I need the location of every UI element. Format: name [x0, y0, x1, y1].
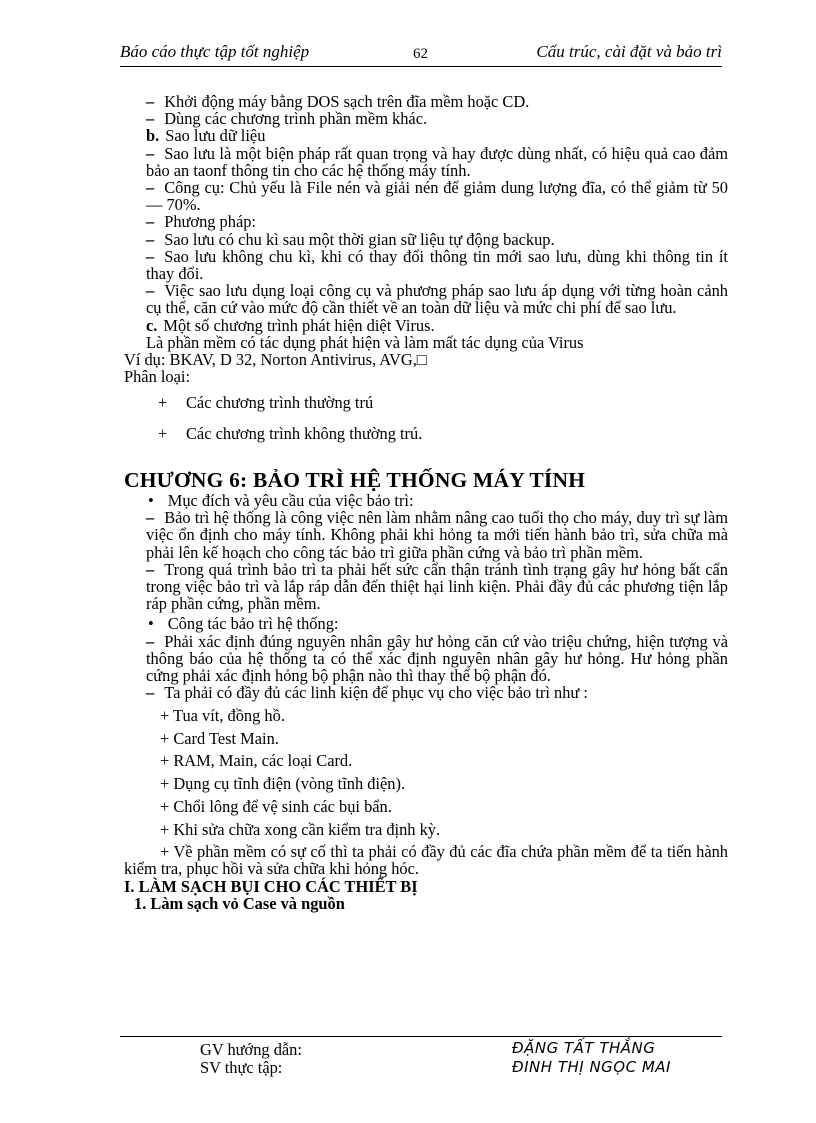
- header-rule: [120, 66, 722, 67]
- paragraph: – Bảo trì hệ thống là công việc nên làm nhằm nâng cao tuổi thọ cho máy, duy trì sự làm việc ổn định cho máy tính. Không phải khi hỏng ta mới tiến hành bảo trì, sửa chữa mà phải lên kế hoạch cho công tác bảo trì giữa phần cứng và bảo trì phần mềm.: [124, 509, 728, 561]
- header-right-title: Cấu trúc, cài đặt và bảo trì: [536, 42, 722, 61]
- tool-item: + Khi sửa chữa xong cần kiểm tra định kỳ.: [160, 819, 441, 839]
- list-item: [124, 394, 728, 411]
- subheading-title: Một số chương trình phát hiện diệt Virus.: [163, 315, 435, 335]
- advisor-label: GV hướng dẫn:: [200, 1040, 302, 1059]
- bullet-item: • Công tác bảo trì hệ thống:: [124, 615, 728, 632]
- paragraph: – Công cụ: Chủ yếu là File nén và giải nén để giảm dung lượng đĩa, có thể giảm từ 50 — 70%.: [124, 179, 728, 213]
- page-body: [124, 93, 728, 912]
- student-name: ĐINH THỊ NGỌC MAI: [512, 1058, 671, 1076]
- tool-item: + Tua vít, đồng hồ.: [160, 706, 285, 725]
- paragraph: Là phần mềm có tác dụng phát hiện và làm mất tác dụng của Virus: [146, 332, 584, 352]
- paragraph: – Ta phải có đầy đủ các linh kiện để phục vụ cho việc bảo trì như :: [124, 684, 728, 701]
- paragraph: – Việc sao lưu dụng loại công cụ và phương pháp sao lưu áp dụng với từng hoàn cảnh cụ thể, căn cứ vào mức độ cần thiết về an toàn dữ liệu và mức chi phí để sao lưu.: [124, 282, 728, 316]
- plus-symbol: +: [158, 423, 168, 443]
- section-heading: I. LÀM SẠCH BỤI CHO CÁC THIẾT BỊ: [124, 876, 418, 896]
- bullet-item: • Mục đích và yêu cầu của việc bảo trì:: [124, 492, 728, 509]
- subheading-title: Sao lưu dữ liệu: [165, 126, 266, 146]
- subsection-heading: 1. Làm sạch vỏ Case và nguồn: [134, 893, 345, 913]
- paragraph: – Sao lưu có chu kì sau một thời gian sữ liệu tự động backup.: [124, 231, 728, 248]
- paragraph: – Phương pháp:: [124, 213, 728, 230]
- plus-symbol: +: [158, 393, 168, 413]
- subheading-letter: c.: [146, 315, 158, 335]
- list-item-text: Các chương trình không thường trú.: [186, 423, 423, 443]
- tool-item: + Dụng cụ tĩnh điện (vòng tĩnh điện).: [160, 774, 406, 794]
- tool-item: + Card Test Main.: [160, 728, 279, 748]
- chapter-title: CHƯƠNG 6: BẢO TRÌ HỆ THỐNG MÁY TÍNH: [124, 467, 586, 492]
- tool-item: + Chổi lông để vệ sinh các bụi bẩn.: [160, 796, 392, 816]
- subheading-b: [124, 127, 728, 144]
- tool-item: + Về phần mềm có sự cố thì ta phải có đầy đủ các đĩa chứa phần mềm để ta tiến hành kiểm tra, phục hồi và sửa chữa khi hỏng hóc.: [124, 842, 728, 879]
- paragraph: – Sao lưu không chu kì, khi có thay đổi thông tin mới sao lưu, dùng khi thông tin ít thay đổi.: [124, 248, 728, 282]
- tool-item: + RAM, Main, các loại Card.: [160, 751, 353, 771]
- classification-label: Phân loại:: [124, 367, 191, 387]
- paragraph: – Sao lưu là một biện pháp rất quan trọng và hay được dùng nhất, có hiệu quả cao đảm bảo an taonf thông tin cho các hệ thống máy tính.: [124, 145, 728, 179]
- subheading-c: [124, 317, 728, 334]
- list-item: [124, 425, 728, 442]
- paragraph: – Dùng các chương trình phần mềm khác.: [124, 110, 728, 127]
- subheading-letter: b.: [146, 126, 160, 146]
- paragraph: – Phải xác định đúng nguyên nhân gây hư hỏng căn cứ vào triệu chứng, hiện tượng và thông báo của hệ thống ta có thể xác định nguyên nhân gây hư hỏng. Hư hỏng phần cứng phải xác định hỏng bộ phận nào thì thay thế bộ phận đó.: [124, 633, 728, 685]
- example-line: Ví dụ: BKAV, D 32, Norton Antivirus, AVG,□: [124, 350, 427, 370]
- advisor-name: ĐẶNG TẤT THẮNG: [512, 1039, 656, 1057]
- page-number: 62: [413, 46, 428, 62]
- student-label: SV thực tập:: [200, 1058, 283, 1077]
- paragraph: – Trong quá trình bảo trì ta phải hết sức cẩn thận tránh tình trạng gây hư hỏng bất cẩn trong việc bảo trì và lắp ráp dẫn đến thiệt hại linh kiện. Phải đầy đủ các phương tiện lắp ráp phần cứng, phần mềm.: [124, 561, 728, 613]
- header-left-title: Báo cáo thực tập tốt nghiệp: [120, 42, 310, 61]
- list-item-text: Các chương trình thường trú: [186, 393, 374, 413]
- paragraph: – Khởi động máy bằng DOS sạch trên đĩa mềm hoặc CD.: [124, 93, 728, 110]
- footer-rule: [120, 1036, 722, 1037]
